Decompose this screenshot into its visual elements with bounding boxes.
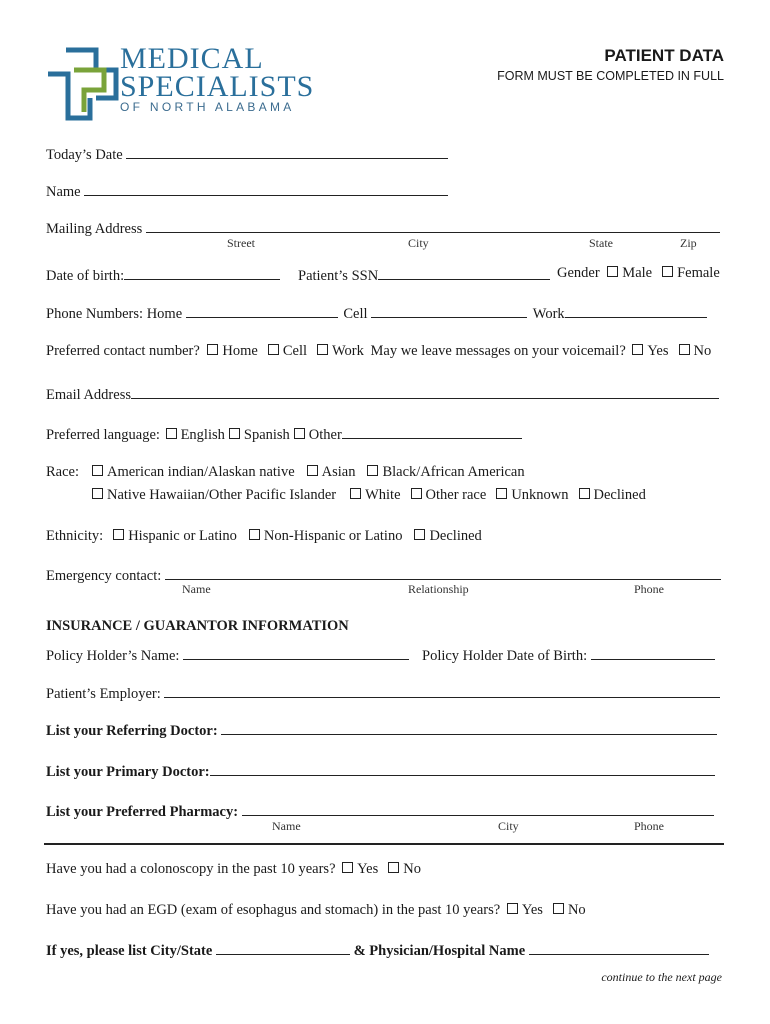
race-option-label: Declined xyxy=(593,487,646,503)
race-option-checkbox[interactable] xyxy=(411,488,422,499)
employer-row xyxy=(46,683,720,703)
physician-hospital-field[interactable] xyxy=(529,940,709,955)
dob-row xyxy=(46,265,280,285)
email-label: Email Address xyxy=(46,387,131,403)
egd-yes-checkbox[interactable] xyxy=(507,903,518,914)
race-label: Race: xyxy=(46,464,80,480)
phone-work-label: Work xyxy=(532,306,565,322)
section-divider xyxy=(44,843,724,845)
contact-work-checkbox[interactable] xyxy=(317,344,328,355)
colonoscopy-yes-checkbox[interactable] xyxy=(342,862,353,873)
ssn-row xyxy=(298,265,550,285)
ethnicity-option-label: Hispanic or Latino xyxy=(128,528,237,544)
preferred-contact-label: Preferred contact number? xyxy=(46,343,200,359)
colonoscopy-no-checkbox[interactable] xyxy=(388,862,399,873)
mailing-address-field[interactable] xyxy=(146,218,720,233)
lang-spanish-checkbox[interactable] xyxy=(229,428,240,439)
ethnicity-label: Ethnicity: xyxy=(46,528,104,544)
addr-zip-caption: Zip xyxy=(680,236,697,250)
mailing-address-label: Mailing Address xyxy=(46,221,143,237)
ssn-label: Patient’s SSN xyxy=(298,268,379,284)
egd-question: Have you had an EGD (exam of esophagus and stomach) in the past 10 years? xyxy=(46,902,501,918)
race-row-2 xyxy=(92,487,646,504)
phone-label: Phone Numbers: xyxy=(46,306,144,322)
employer-field[interactable] xyxy=(164,683,720,698)
race-option-checkbox[interactable] xyxy=(579,488,590,499)
phone-work-field[interactable] xyxy=(565,303,707,318)
voicemail-question: May we leave messages on your voicemail? xyxy=(370,343,626,359)
pharmacy-row xyxy=(46,801,714,821)
gender-female-label: Female xyxy=(677,265,720,281)
gender-row xyxy=(557,265,720,282)
mailing-address-row xyxy=(46,218,720,238)
pharmacy-name-caption: Name xyxy=(272,819,301,833)
logo-icon xyxy=(44,46,120,122)
ethnicity-option-checkbox[interactable] xyxy=(249,529,260,540)
continue-note: continue to the next page xyxy=(601,970,722,984)
emergency-contact-row xyxy=(46,565,721,585)
race-option-checkbox[interactable] xyxy=(496,488,507,499)
emergency-contact-field[interactable] xyxy=(165,565,721,580)
ssn-field[interactable] xyxy=(378,265,550,280)
race-option-label: Asian xyxy=(321,464,356,480)
lang-other-label: Other xyxy=(308,427,342,443)
city-state-field[interactable] xyxy=(216,940,350,955)
egd-no-checkbox[interactable] xyxy=(553,903,564,914)
physician-hospital-label: & Physician/Hospital Name xyxy=(353,943,526,959)
primary-doctor-label: List your Primary Doctor: xyxy=(46,764,210,780)
email-row xyxy=(46,384,719,404)
lang-spanish-label: Spanish xyxy=(243,427,290,443)
colonoscopy-no-label: No xyxy=(403,861,421,877)
phone-row xyxy=(46,303,707,323)
pharmacy-field[interactable] xyxy=(242,801,714,816)
ethnicity-row xyxy=(46,528,482,545)
ec-relationship-caption: Relationship xyxy=(408,582,469,596)
ethnicity-option-label: Non-Hispanic or Latino xyxy=(263,528,403,544)
referring-doctor-row xyxy=(46,720,717,740)
lang-english-label: English xyxy=(180,427,225,443)
ethnicity-option-checkbox[interactable] xyxy=(113,529,124,540)
gender-female-checkbox[interactable] xyxy=(662,266,673,277)
voicemail-yes-label: Yes xyxy=(647,343,669,359)
race-option-label: Black/African American xyxy=(382,464,525,480)
policy-holder-dob-label: Policy Holder Date of Birth: xyxy=(422,648,588,664)
todays-date-label: Today’s Date xyxy=(46,147,123,163)
preferred-contact-row xyxy=(46,343,711,360)
addr-city-caption: City xyxy=(408,236,429,250)
gender-male-label: Male xyxy=(622,265,653,281)
race-option-label: Unknown xyxy=(511,487,569,503)
policy-holder-name-row xyxy=(46,645,409,665)
race-option-checkbox[interactable] xyxy=(92,488,103,499)
addr-state-caption: State xyxy=(589,236,613,250)
lang-english-checkbox[interactable] xyxy=(166,428,177,439)
preferred-language-label: Preferred language: xyxy=(46,427,160,443)
gender-label: Gender xyxy=(557,265,600,281)
addr-street-caption: Street xyxy=(227,236,255,250)
phone-home-field[interactable] xyxy=(186,303,338,318)
race-option-checkbox[interactable] xyxy=(92,465,103,476)
insurance-heading: INSURANCE / GUARANTOR INFORMATION xyxy=(46,618,349,634)
policy-holder-name-label: Policy Holder’s Name: xyxy=(46,648,180,664)
phone-cell-field[interactable] xyxy=(371,303,527,318)
colonoscopy-question: Have you had a colonoscopy in the past 10 years? xyxy=(46,861,336,877)
emergency-contact-label: Emergency contact: xyxy=(46,568,162,584)
todays-date-row xyxy=(46,144,448,164)
email-field[interactable] xyxy=(131,384,719,399)
voicemail-no-checkbox[interactable] xyxy=(679,344,690,355)
pharmacy-phone-caption: Phone xyxy=(634,819,664,833)
voicemail-yes-checkbox[interactable] xyxy=(632,344,643,355)
primary-doctor-row xyxy=(46,761,715,781)
preferred-language-row xyxy=(46,424,522,444)
name-field[interactable] xyxy=(84,181,448,196)
brand-line-2: SPECIALISTS xyxy=(120,70,315,103)
pharmacy-city-caption: City xyxy=(498,819,519,833)
contact-home-label: Home xyxy=(222,343,258,359)
egd-no-label: No xyxy=(567,902,586,918)
contact-cell-label: Cell xyxy=(282,343,308,359)
race-row-1 xyxy=(92,464,525,481)
name-label: Name xyxy=(46,184,81,200)
gender-male-checkbox[interactable] xyxy=(607,266,618,277)
ec-phone-caption: Phone xyxy=(634,582,664,596)
page-title: PATIENT DATA xyxy=(604,46,724,65)
race-option-label: Native Hawaiian/Other Pacific Islander xyxy=(107,487,337,503)
phone-home-label: Home xyxy=(146,306,183,322)
policy-holder-dob-field[interactable] xyxy=(591,645,715,660)
race-option-label: White xyxy=(365,487,401,503)
if-yes-row xyxy=(46,940,709,960)
lang-other-checkbox[interactable] xyxy=(294,428,305,439)
egd-row xyxy=(46,902,586,919)
phone-cell-label: Cell xyxy=(343,306,368,322)
race-option-checkbox[interactable] xyxy=(307,465,318,476)
policy-holder-dob-row xyxy=(422,645,715,665)
ethnicity-option-label: Declined xyxy=(429,528,482,544)
contact-work-label: Work xyxy=(332,343,364,359)
referring-doctor-field[interactable] xyxy=(221,720,717,735)
colonoscopy-row xyxy=(46,861,421,878)
name-row xyxy=(46,181,448,201)
race-option-checkbox[interactable] xyxy=(367,465,378,476)
referring-doctor-label: List your Referring Doctor: xyxy=(46,723,218,739)
colonoscopy-yes-label: Yes xyxy=(357,861,379,877)
race-option-checkbox[interactable] xyxy=(350,488,361,499)
dob-label: Date of birth: xyxy=(46,268,125,284)
primary-doctor-field[interactable] xyxy=(210,761,715,776)
dob-field[interactable] xyxy=(124,265,280,280)
lang-other-field[interactable] xyxy=(342,424,522,439)
page-subtitle: FORM MUST BE COMPLETED IN FULL xyxy=(497,69,724,83)
contact-home-checkbox[interactable] xyxy=(207,344,218,355)
ec-name-caption: Name xyxy=(182,582,211,596)
race-option-label: Other race xyxy=(425,487,487,503)
pharmacy-label: List your Preferred Pharmacy: xyxy=(46,804,239,820)
race-option-label: American indian/Alaskan native xyxy=(107,464,295,480)
todays-date-field[interactable] xyxy=(126,144,448,159)
ethnicity-option-checkbox[interactable] xyxy=(414,529,425,540)
policy-holder-name-field[interactable] xyxy=(183,645,409,660)
egd-yes-label: Yes xyxy=(521,902,543,918)
voicemail-no-label: No xyxy=(693,343,712,359)
brand-line-1: MEDICAL xyxy=(120,42,264,75)
if-yes-label: If yes, please list City/State xyxy=(46,943,213,959)
employer-label: Patient’s Employer: xyxy=(46,686,161,702)
brand-line-3: OF NORTH ALABAMA xyxy=(120,100,295,114)
contact-cell-checkbox[interactable] xyxy=(268,344,279,355)
